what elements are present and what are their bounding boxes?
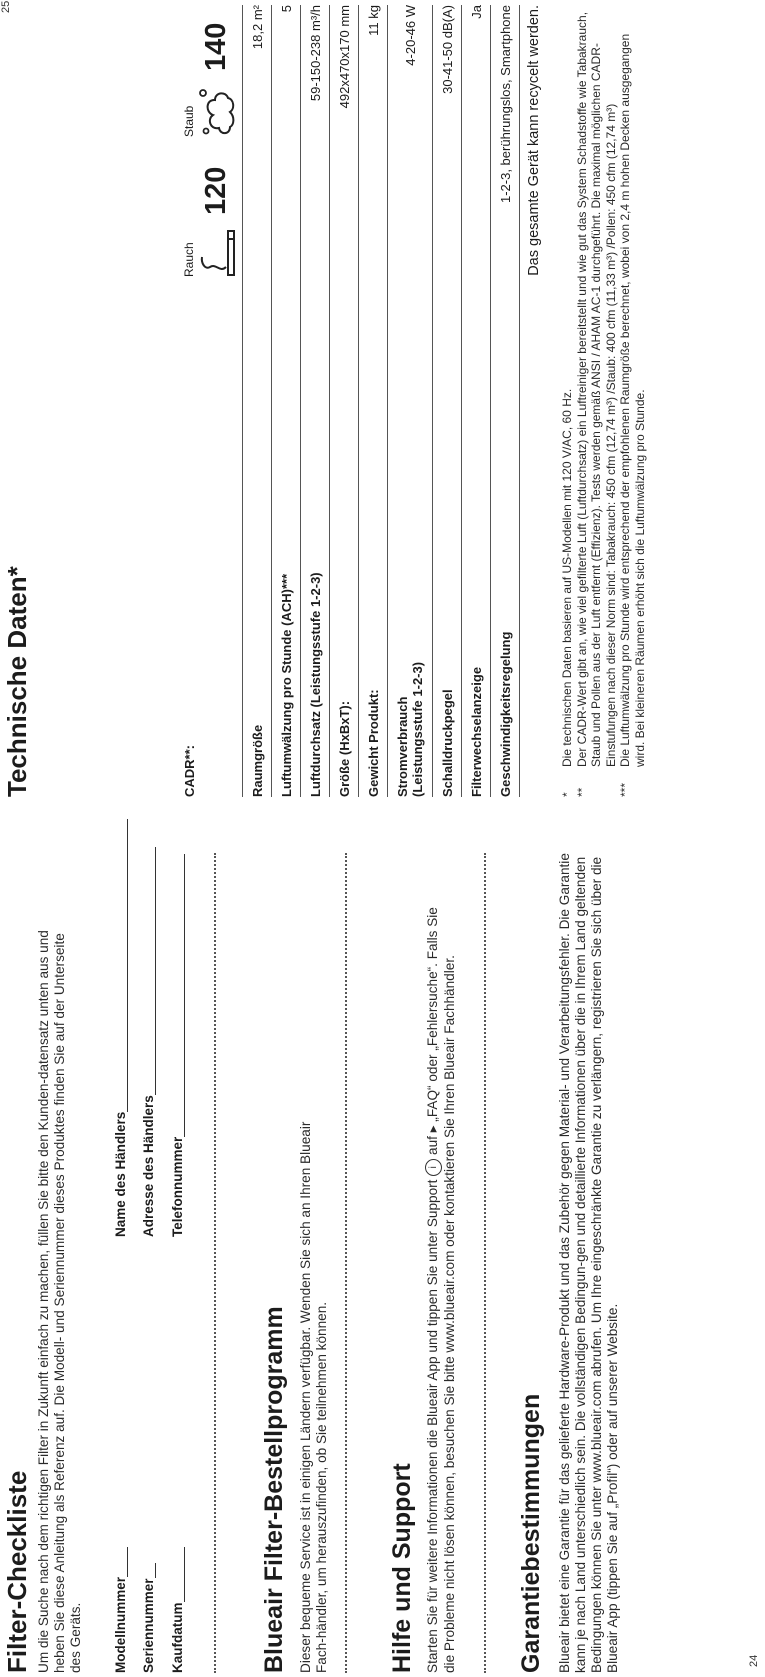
footnote xyxy=(575,7,619,797)
spec-label: Luftumwälzung pro Stunde (ACH)*** xyxy=(278,573,294,797)
field-label: Seriennummer xyxy=(141,1578,156,1673)
field-phone[interactable] xyxy=(170,854,185,1237)
spec-value: 59-150-238 m³/h xyxy=(307,5,323,102)
field-model-number[interactable] xyxy=(113,1547,128,1673)
write-line xyxy=(170,854,185,1137)
spec-row-power xyxy=(388,5,433,797)
spec-value: 11 kg xyxy=(365,5,381,36)
field-label: Telefonnummer xyxy=(170,1136,185,1237)
cadr-dust-caption: Staub xyxy=(182,105,196,137)
spec-value: Ja xyxy=(468,5,484,19)
spec-row-speed-control xyxy=(491,5,520,797)
spec-row-weight xyxy=(359,5,388,797)
field-serial-number[interactable] xyxy=(141,1563,156,1673)
write-line xyxy=(141,847,156,1095)
support-text-part2: auf ▸ „FAQ“ oder „Fehlersuche“. Falls Sie die Probleme nicht lösen können, besuchen Sie bitte www.blueair.com oder kontaktieren Sie Ihren Blueair Fachhändler. xyxy=(425,907,457,1673)
spec-label: Größe (HxBxT): xyxy=(336,700,352,797)
dust-icon xyxy=(196,85,240,137)
spec-label: Raumgröße xyxy=(249,724,265,797)
dotted-divider xyxy=(214,853,216,1673)
spec-label: Gewicht Produkt: xyxy=(365,689,381,797)
field-label: Name des Händlers xyxy=(113,1111,128,1237)
write-line xyxy=(113,819,128,1112)
filter-checklist-title: Filter-Checkliste xyxy=(2,1470,32,1673)
write-line xyxy=(170,1548,185,1603)
footnote xyxy=(618,7,647,797)
cadr-label: CADR**: xyxy=(182,745,197,797)
dotted-divider xyxy=(484,853,486,1673)
footnote-mark: *** xyxy=(618,782,632,797)
spec-value: 5 xyxy=(278,5,294,13)
warranty-text: Blueair bietet eine Garantie für das gelieferte Hardware-Produkt und das Zubehör gegen Material- und Verarbeitungsfehler. Die Garantie kann je nach Land unterschiedlich sein. Die vollständigen Bedingun-gen und detaillierte Informationen über die in Ihrem Land geltenden Bedingungen können Sie unter www.blueair.com abrufen. Um Ihre eingeschränkte Garantie zu verlängern, registrieren Sie sich über die Blueair App (tippen Sie auf „Profil“) oder auf unserer Website. xyxy=(557,853,620,1673)
cadr-smoke-value: 120 xyxy=(200,166,232,215)
warranty-title: Garantiebestimmungen xyxy=(517,1393,545,1673)
footnote-mark: * xyxy=(560,792,574,797)
cadr-smoke-caption: Rauch xyxy=(182,242,196,277)
spec-row-airflow xyxy=(301,5,330,797)
order-program-title: Blueair Filter-Bestellprogramm xyxy=(260,1306,288,1673)
filter-checklist-intro: Um die Suche nach dem richtigen Filter in Zukunft einfach zu machen, füllen Sie bitte den Kunden-datensatz unten aus und heben Sie diese Anleitung als Referenz auf. Die Modell- und Seriennummer dieses Produktes finden Sie auf der Unterseite des Geräts. xyxy=(36,930,83,1673)
footnote-text: Die technischen Daten basieren auf US-Modellen mit 120 V/AC, 60 Hz. xyxy=(560,388,574,767)
field-dealer-address[interactable] xyxy=(141,847,156,1237)
footnotes xyxy=(560,7,647,797)
order-program-text: Dieser bequeme Service ist in einigen Ländern verfügbar. Wenden Sie sich an Ihren Blueair Fach-händler, um herauszufinden, ob Sie teilnehmen können. xyxy=(298,1121,329,1673)
spec-value: 4-20-46 W xyxy=(402,5,418,66)
right-page xyxy=(0,7,765,807)
support-text xyxy=(425,893,458,1673)
spec-value: 18,2 m² xyxy=(249,5,265,50)
spec-label: Stromverbrauch (Leistungsstufe 1-2-3) xyxy=(395,661,425,797)
spec-table xyxy=(172,5,542,797)
support-title: Hilfe und Support xyxy=(388,1463,416,1673)
dotted-divider xyxy=(345,853,347,1673)
footnote-text: Die Luftumwälzung pro Stunde wird entsprechend der empfohlenen Raumgröße berechnet, wobei von 2,4 m hohen Decken ausgegangen wird. Bei kleineren Räumen erhöht sich die Luftumwälzung pro Stunde. xyxy=(618,33,647,767)
field-dealer-name[interactable] xyxy=(113,819,128,1237)
spec-value: 30-41-50 dB(A) xyxy=(439,5,455,94)
field-purchase-date[interactable] xyxy=(170,1548,185,1674)
footnote-text: Der CADR-Wert gibt an, wie viel gefilterte Luft (Luftdurchsatz) ein Luftreiniger bereitstellt und wie gut das System Schadstoffe wie Tabakrauch, Staub und Pollen aus der Luft entfernt (Effizienz). Tests werden gemäß ANSI / AHAM AC-1 durchgeführt. Die maximal möglichen CADR-Einstufungen nach dieser Norm sind: Tabakrauch: 450 cfm (12,74 m³) /Staub: 400 cfm (11,33 m³) /Pollen: 450 cfm (12,74 m³) xyxy=(574,11,618,767)
field-label: Adresse des Händlers xyxy=(141,1095,156,1237)
cadr-row xyxy=(172,5,243,797)
tech-specs-title: Technische Daten* xyxy=(2,566,32,797)
footnote-mark: ** xyxy=(574,787,589,797)
page-number-left: 24 xyxy=(748,1654,760,1667)
spec-row-ach xyxy=(272,5,301,797)
spec-label: Filterwechselanzeige xyxy=(468,666,484,797)
info-icon: i xyxy=(425,1159,442,1176)
spec-value: 1-2-3, berührungslos, Smartphone xyxy=(497,5,513,204)
support-text-part1: Starten Sie für weitere Informationen die Blueair App und tippen Sie unter Support xyxy=(425,1179,441,1673)
spec-label: Schalldruckpegel xyxy=(439,689,455,797)
cadr-dust-value: 140 xyxy=(200,22,232,71)
smoke-icon xyxy=(198,229,238,277)
spec-row-dimensions xyxy=(330,5,359,797)
spec-label: Luftdurchsatz (Leistungsstufe 1-2-3) xyxy=(307,572,323,797)
spec-label: Geschwindigkeitsregelung xyxy=(497,631,513,797)
footnote xyxy=(560,7,575,797)
recycle-note: Das gesamte Gerät kann recycelt werden. xyxy=(526,5,542,276)
write-line xyxy=(141,1563,156,1578)
spec-row-filter-indicator xyxy=(462,5,491,797)
spec-row-noise xyxy=(433,5,462,797)
page-number-right: 25 xyxy=(0,0,12,13)
field-label: Modellnummer xyxy=(113,1576,128,1673)
spec-value: 492x470x170 mm xyxy=(336,5,352,109)
spec-row-room-size xyxy=(243,5,272,797)
field-label: Kaufdatum xyxy=(170,1602,185,1673)
write-line xyxy=(113,1547,128,1577)
left-page xyxy=(0,847,765,1677)
